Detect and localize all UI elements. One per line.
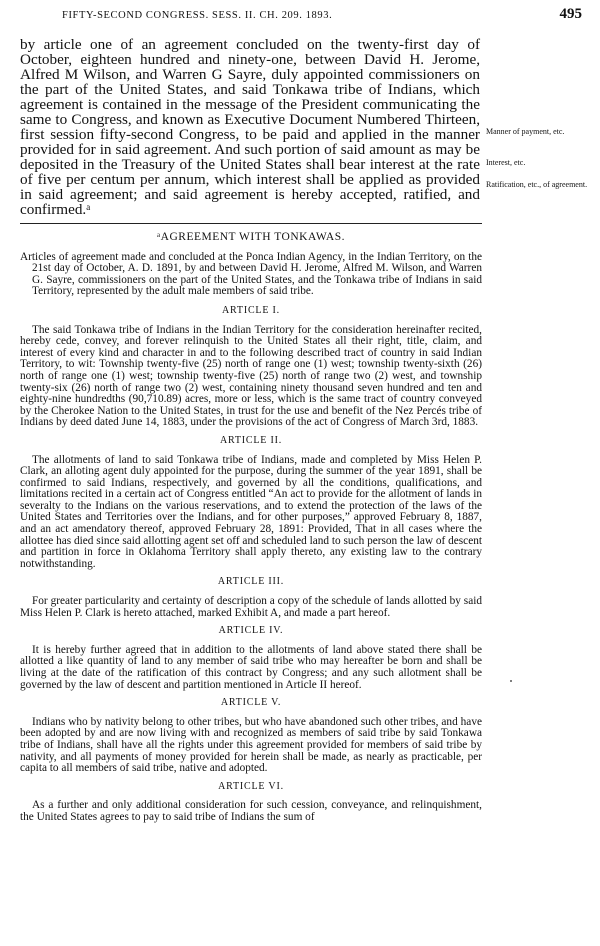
section-divider	[20, 223, 482, 224]
agreement-preamble: Articles of agreement made and concluded at the Ponca Indian Agency, in the Indian Territory, on the 21st day of October, A. D. 1891, by and between David H. Jerome, Alfred M. Wilson, and Warren G. Sayre, commissioners on the part of the United States, and the Tonkawa tribe of Indians in said Territory, represented by the adult male members of said tribe.	[20, 250, 482, 298]
article-text: As a further and only additional consideration for such cession, conveyance, and relinquishment, the United States agrees to pay to said tribe of Indians the sum of	[20, 799, 482, 823]
running-header	[62, 8, 582, 24]
running-head: FIFTY-SECOND CONGRESS. SESS. II. CH. 209. 1893.	[62, 10, 333, 21]
article-heading: ARTICLE VI.	[218, 780, 284, 792]
page-number: 495	[559, 6, 582, 22]
article-heading: ARTICLE I.	[222, 304, 280, 316]
article-text: Indians who by nativity belong to other tribes, but who have abandoned such other tribes, and have been adopted by and are now living with and recognized as members of said tribe by said Tonkawa tribe of Indians, shall have all the rights under this agreement provided for members of said tribe by nativity, and all payments of money provided for herein shall be made, as nearly as practicable, per capita to all members of said tribe, native and adopted.	[20, 715, 482, 775]
margin-note-ratification: Ratification, etc., of agreement.	[486, 180, 588, 189]
margin-note-interest: Interest, etc.	[486, 158, 526, 167]
statute-paragraph: by article one of an agreement concluded on the twenty-first day of October, eighteen hundred and ninety-one, between David H. Jerome, Alfred M Wilson, and Warren G Sayre, duly appointed commissioners on the part of the United States, and said Tonkawa tribe of Indians, which agreement is contained in the message of the President communicating the same to Congress, and known as Executive Document Numbered Thirteen, first session fifty-second Congress, to be paid and applied in the manner provided for in said agreement. And such portion of said amount as may be deposited in the Treasury of the United States shall bear interest at the rate of five per centum per annum, which interest shall be applied as provided in said agreement; and said agreement is hereby accepted, ratified, and confirmed.ᵃ	[20, 36, 480, 218]
article-text: It is hereby further agreed that in addition to the allotments of land above stated there shall be allotted a like quantity of land to any member of said tribe who may hereafter be born and shall be living at the date of the ratification of this contract by Congress; and any such allotment shall be governed by the law of descent and partition mentioned in Article II hereof.	[20, 643, 482, 691]
article-heading: ARTICLE II.	[219, 434, 283, 446]
article-heading: ARTICLE V.	[220, 697, 282, 709]
agreement-section	[20, 232, 482, 824]
ink-speck	[510, 680, 512, 682]
statute-text-block	[20, 37, 480, 217]
article-heading: ARTICLE III.	[217, 576, 285, 588]
article-text: The said Tonkawa tribe of Indians in the Indian Territory for the consideration hereinafter recited, hereby cede, convey, and forever relinquish to the United States all their right, title, claim, and interest of every kind and character in and to the following described tract of country in said Indian Territory, to wit: Township twenty-five (25) north of range one (1) west; township twenty-sixth (26) north of range one (1) west; township twenty-five (25) north of range two (2) west, and township twenty-six (26) north of range two (2) west, containing ninety thousand seven hundred and ten and eighty-nine hundredths (90,710.89) acres, more or less, which is the same tract of country conveyed by the Cherokee Nation to the United States, in trust for the use and benefit of the Nez Percés tribe of Indians by deed dated June 14, 1883, under the provisions of the act of Congress of March 3rd, 1883.	[20, 323, 482, 429]
article-heading: ARTICLE IV.	[218, 625, 284, 637]
article-text: The allotments of land to said Tonkawa tribe of Indians, made and completed by Miss Helen P. Clark, an alloting agent duly appointed for the purpose, during the summer of the year 1891, shall be confirmed to said Indians, respectively, and governed by all the conditions, qualifications, and limitations recited in a certain act of Congress entitled “An act to provide for the allotment of lands in severalty to the Indians on the various reservations, and to extend the protection of the laws of the United States and Territories over the Indians, and for other purposes,” approved February 8, 1887, and an act amendatory thereof, approved February 28, 1891: Provided, That in all cases where the allottee has died since said allotting agent set off and scheduled land to such person the law of descent and partition in force in Oklahoma Territory shall apply thereto, any existing law to the contrary notwithstanding.	[20, 453, 482, 570]
article-text: For greater particularity and certainty of description a copy of the schedule of lands allotted by said Miss Helen P. Clark is hereto attached, marked Exhibit A, and made a part hereof.	[20, 595, 482, 619]
agreement-title: ᵃAGREEMENT WITH TONKAWAS.	[157, 231, 345, 243]
margin-note-payment: Manner of payment, etc.	[486, 127, 565, 136]
